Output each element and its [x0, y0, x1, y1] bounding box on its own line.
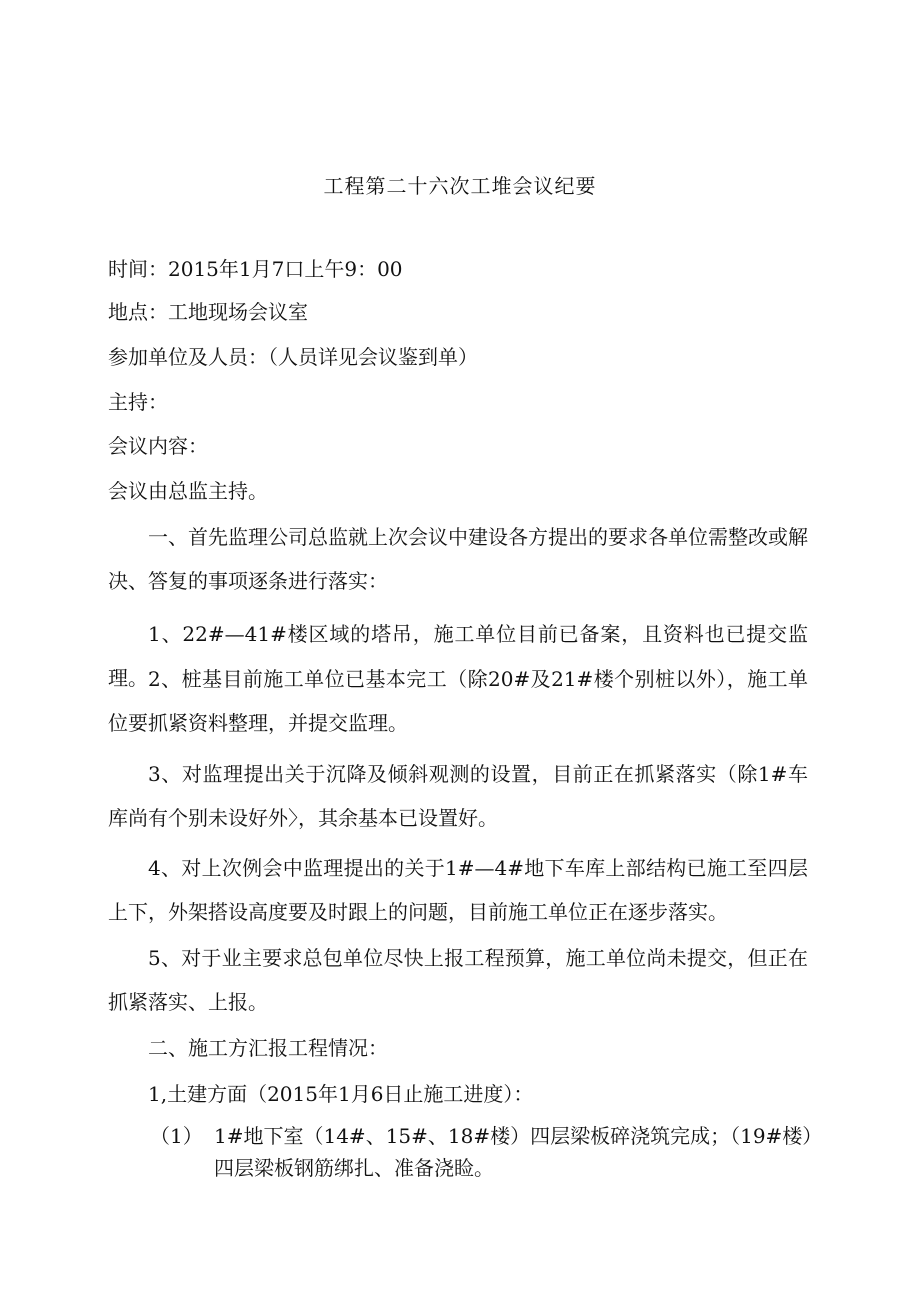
intro-paragraph: 会议由总监主持。 — [108, 479, 268, 503]
list-number: （1） — [150, 1124, 203, 1148]
content-heading: 会议内容： — [108, 434, 208, 458]
item-2-paragraph: 2、桩基目前施工单位已基本完工（除20#及21#楼个别桩以外），施工单位要抓紧资料整理，并提交监理。 — [108, 667, 808, 735]
subsection-1-paragraph: 1,土建方面（2015年1月6日止施工进度）： — [148, 1082, 534, 1106]
item-5-paragraph: 5、对于业主要求总包单位尽快上报工程预算，施工单位尚未提交，但正在抓紧落实、上报。 — [108, 946, 808, 1014]
section-2-paragraph: 二、施工方汇报工程情况： — [148, 1036, 388, 1060]
item-3-paragraph: 3、对监理提出关于沉降及倾斜观测的设置，目前正在抓紧落实（除1#车库尚有个别未设好外〉，其余基本已设置好。 — [108, 762, 808, 830]
meeting-host: 主持： — [108, 390, 168, 414]
meeting-attendees: 参加单位及人员：（人员详见会议鉴到单） — [108, 345, 478, 369]
document-title: 工程第二十六次工堆会议纪要 — [323, 174, 597, 198]
list-item-text: 1#地下室（14#、15#、18#楼）四层梁板碎浇筑完成；（19#楼）四层梁板钢筋绑扎、准备浇睑。 — [214, 1124, 813, 1180]
meeting-time: 时间：2015年1月7口上午9：00 — [108, 257, 403, 281]
section-1-paragraph: 一、首先监理公司总监就上次会议中建设各方提出的要求各单位需整改或解决、答复的事项逐条进行落实： — [108, 525, 808, 593]
item-1-paragraph: 1、22#—41#楼区域的塔吊，施工单位目前已备案，且资料也已提交监理。 — [108, 622, 808, 690]
subsection-1-item-1 — [150, 1120, 814, 1184]
item-4-paragraph: 4、对上次例会中监理提出的关于1#—4#地下车库上部结构已施工至四层上下，外架搭设高度要及时跟上的问题，目前施工单位正在逐步落实。 — [108, 856, 808, 924]
meeting-location: 地点：工地现场会议室 — [108, 300, 308, 324]
